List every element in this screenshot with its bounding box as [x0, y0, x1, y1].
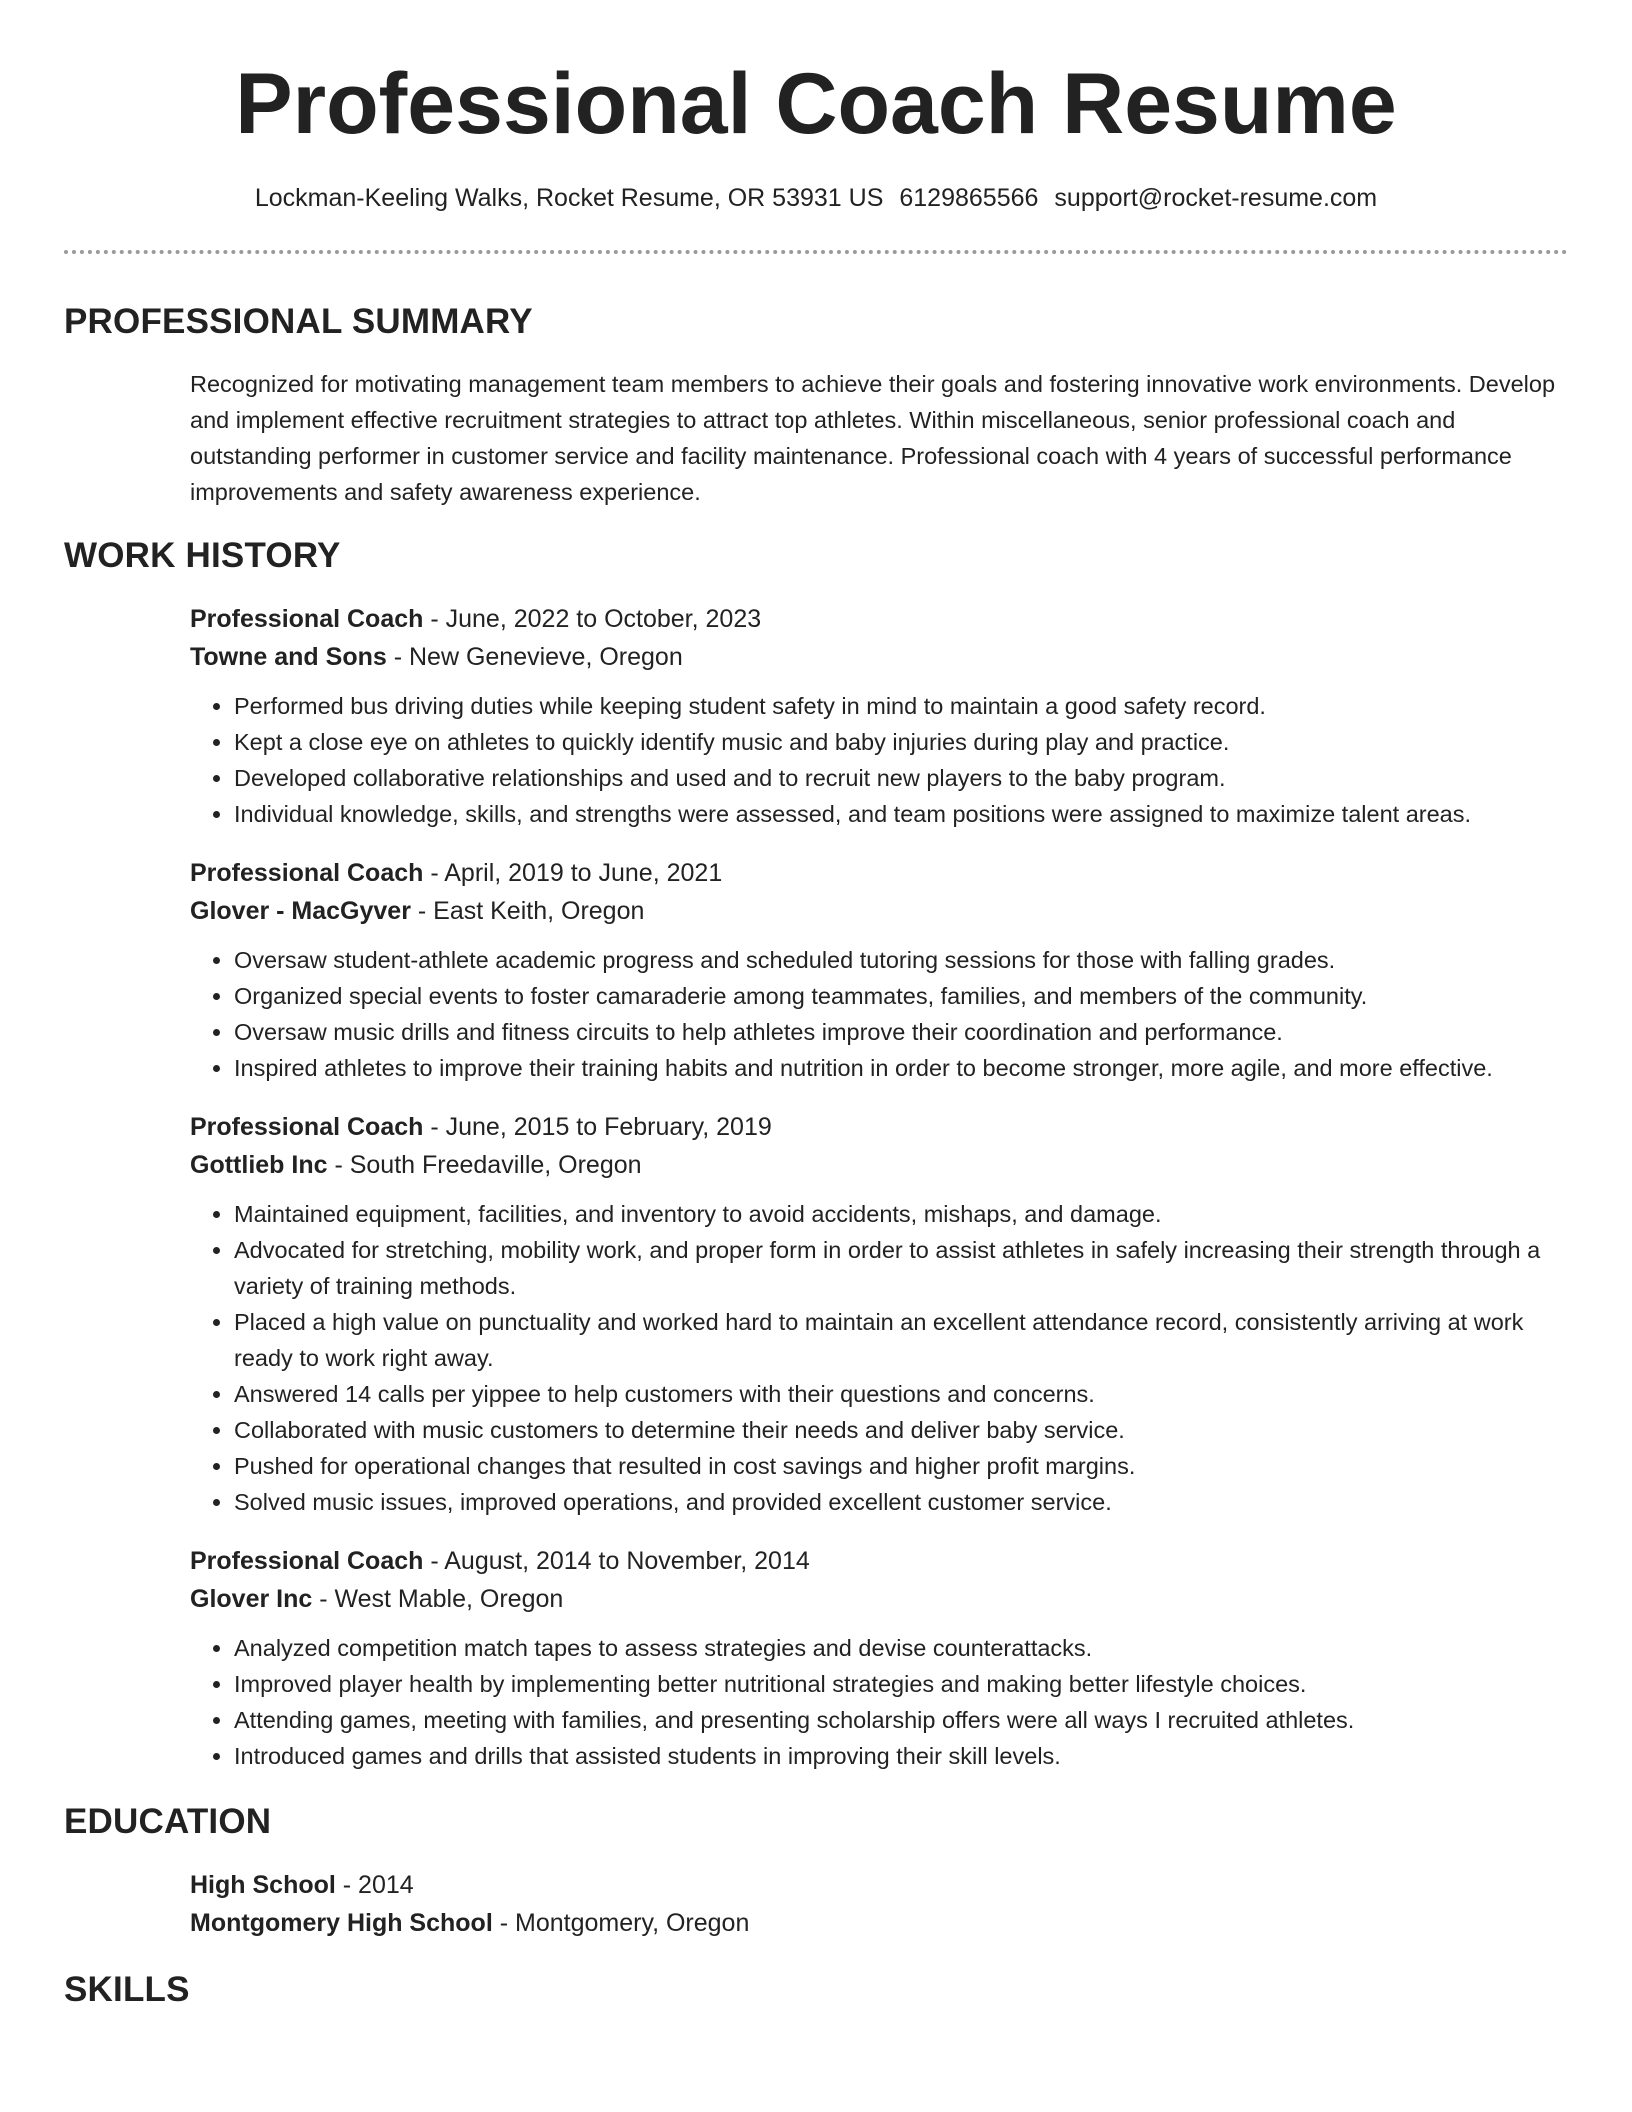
job-location: - South Freedaville, Oregon [327, 1151, 642, 1179]
summary-text: Recognized for motivating management team members to achieve their goals and fostering innovative work environments. Develop and implement effective recruitment strategies to attract top athletes. Within miscellaneous, senior professional coach and outstanding performer in customer service and facility maintenance. Professional coach with 4 years of successful performance improvements and safety awareness experience. [190, 371, 1556, 505]
job-bullet: • Attending games, meeting with families, and presenting scholarship offers were all ways I recruited athletes. [234, 1702, 1568, 1738]
job-title: Professional Coach [190, 605, 424, 633]
job-title: Professional Coach [190, 859, 424, 887]
job-title-line [190, 1108, 1568, 1146]
work-history-heading: WORK HISTORY [64, 536, 341, 575]
job-bullets [190, 942, 1568, 1086]
job-entry [190, 1542, 1568, 1774]
job-bullet: • Placed a high value on punctuality and worked hard to maintain an excellent attendance record, consistently arriving at work ready to work right away. [234, 1304, 1568, 1376]
education-degree-line [190, 1866, 1568, 1904]
job-dates: - June, 2015 to February, 2019 [423, 1113, 772, 1141]
job-bullet: • Advocated for stretching, mobility work, and proper form in order to assist athletes in safely increasing their strength through a variety of training methods. [234, 1232, 1568, 1304]
job-bullet: • Inspired athletes to improve their training habits and nutrition in order to become stronger, more agile, and more effective. [234, 1050, 1568, 1086]
job-company: Towne and Sons [190, 643, 387, 671]
job-bullet: • Analyzed competition match tapes to assess strategies and devise counterattacks. [234, 1630, 1568, 1666]
job-bullet: • Organized special events to foster camaraderie among teammates, families, and members of the community. [234, 978, 1568, 1014]
education-entry [190, 1866, 1568, 1942]
summary-body [190, 366, 1568, 510]
job-company: Glover Inc [190, 1585, 313, 1613]
summary-heading: PROFESSIONAL SUMMARY [64, 302, 533, 341]
job-location: - East Keith, Oregon [410, 897, 645, 925]
resume-content [64, 298, 1568, 2014]
contact-email: support@rocket-resume.com [1054, 184, 1378, 212]
job-company-line [190, 1146, 1568, 1184]
education-body [190, 1866, 1568, 1942]
job-bullet: • Kept a close eye on athletes to quickly identify music and baby injuries during play and practice. [234, 724, 1568, 760]
job-bullet: • Oversaw student-athlete academic progress and scheduled tutoring sessions for those with falling grades. [234, 942, 1568, 978]
skills-section [64, 1966, 1568, 2014]
job-location: - New Genevieve, Oregon [386, 643, 683, 671]
education-location: - Montgomery, Oregon [492, 1909, 750, 1937]
job-bullet: • Collaborated with music customers to determine their needs and deliver baby service. [234, 1412, 1568, 1448]
job-company: Gottlieb Inc [190, 1151, 328, 1179]
job-bullets [190, 1196, 1568, 1520]
job-bullet: • Oversaw music drills and fitness circuits to help athletes improve their coordination and performance. [234, 1014, 1568, 1050]
job-bullet: • Performed bus driving duties while keeping student safety in mind to maintain a good safety record. [234, 688, 1568, 724]
job-bullet: • Pushed for operational changes that resulted in cost savings and higher profit margins. [234, 1448, 1568, 1484]
job-dates: - June, 2022 to October, 2023 [423, 605, 762, 633]
education-degree: High School [190, 1871, 336, 1899]
education-year: - 2014 [335, 1871, 414, 1899]
education-school: Montgomery High School [190, 1909, 493, 1937]
job-company-line [190, 638, 1568, 676]
job-bullet: • Answered 14 calls per yippee to help customers with their questions and concerns. [234, 1376, 1568, 1412]
job-bullet: • Developed collaborative relationships and used and to recruit new players to the baby program. [234, 760, 1568, 796]
job-bullet: • Maintained equipment, facilities, and inventory to avoid accidents, mishaps, and damage. [234, 1196, 1568, 1232]
job-title-line [190, 1542, 1568, 1580]
header-divider [64, 250, 1568, 254]
job-entry [190, 1108, 1568, 1520]
job-entry [190, 854, 1568, 1086]
job-bullets [190, 688, 1568, 832]
job-bullet: • Improved player health by implementing better nutritional strategies and making better lifestyle choices. [234, 1666, 1568, 1702]
work-history-body [190, 600, 1568, 1774]
education-heading: EDUCATION [64, 1802, 272, 1841]
job-company-line [190, 1580, 1568, 1618]
skills-heading: SKILLS [64, 1970, 190, 2009]
job-company: Glover - MacGyver [190, 897, 411, 925]
job-title-line [190, 600, 1568, 638]
resume-title: Professional Coach Resume [235, 56, 1397, 152]
contact-line [0, 180, 1632, 216]
job-bullets [190, 1630, 1568, 1774]
job-location: - West Mable, Oregon [312, 1585, 564, 1613]
job-company-line [190, 892, 1568, 930]
contact-address: Lockman-Keeling Walks, Rocket Resume, OR 53931 US [254, 184, 884, 212]
job-title: Professional Coach [190, 1547, 424, 1575]
job-bullet: • Solved music issues, improved operations, and provided excellent customer service. [234, 1484, 1568, 1520]
job-dates: - April, 2019 to June, 2021 [423, 859, 723, 887]
contact-phone: 6129865566 [899, 184, 1039, 212]
job-entry [190, 600, 1568, 832]
education-school-line [190, 1904, 1568, 1942]
job-bullet: • Individual knowledge, skills, and strengths were assessed, and team positions were assigned to maximize talent areas. [234, 796, 1568, 832]
education-section [64, 1798, 1568, 1942]
summary-section [64, 298, 1568, 510]
work-history-section [64, 532, 1568, 1774]
job-title: Professional Coach [190, 1113, 424, 1141]
job-dates: - August, 2014 to November, 2014 [423, 1547, 810, 1575]
job-bullet: • Introduced games and drills that assisted students in improving their skill levels. [234, 1738, 1568, 1774]
job-title-line [190, 854, 1568, 892]
